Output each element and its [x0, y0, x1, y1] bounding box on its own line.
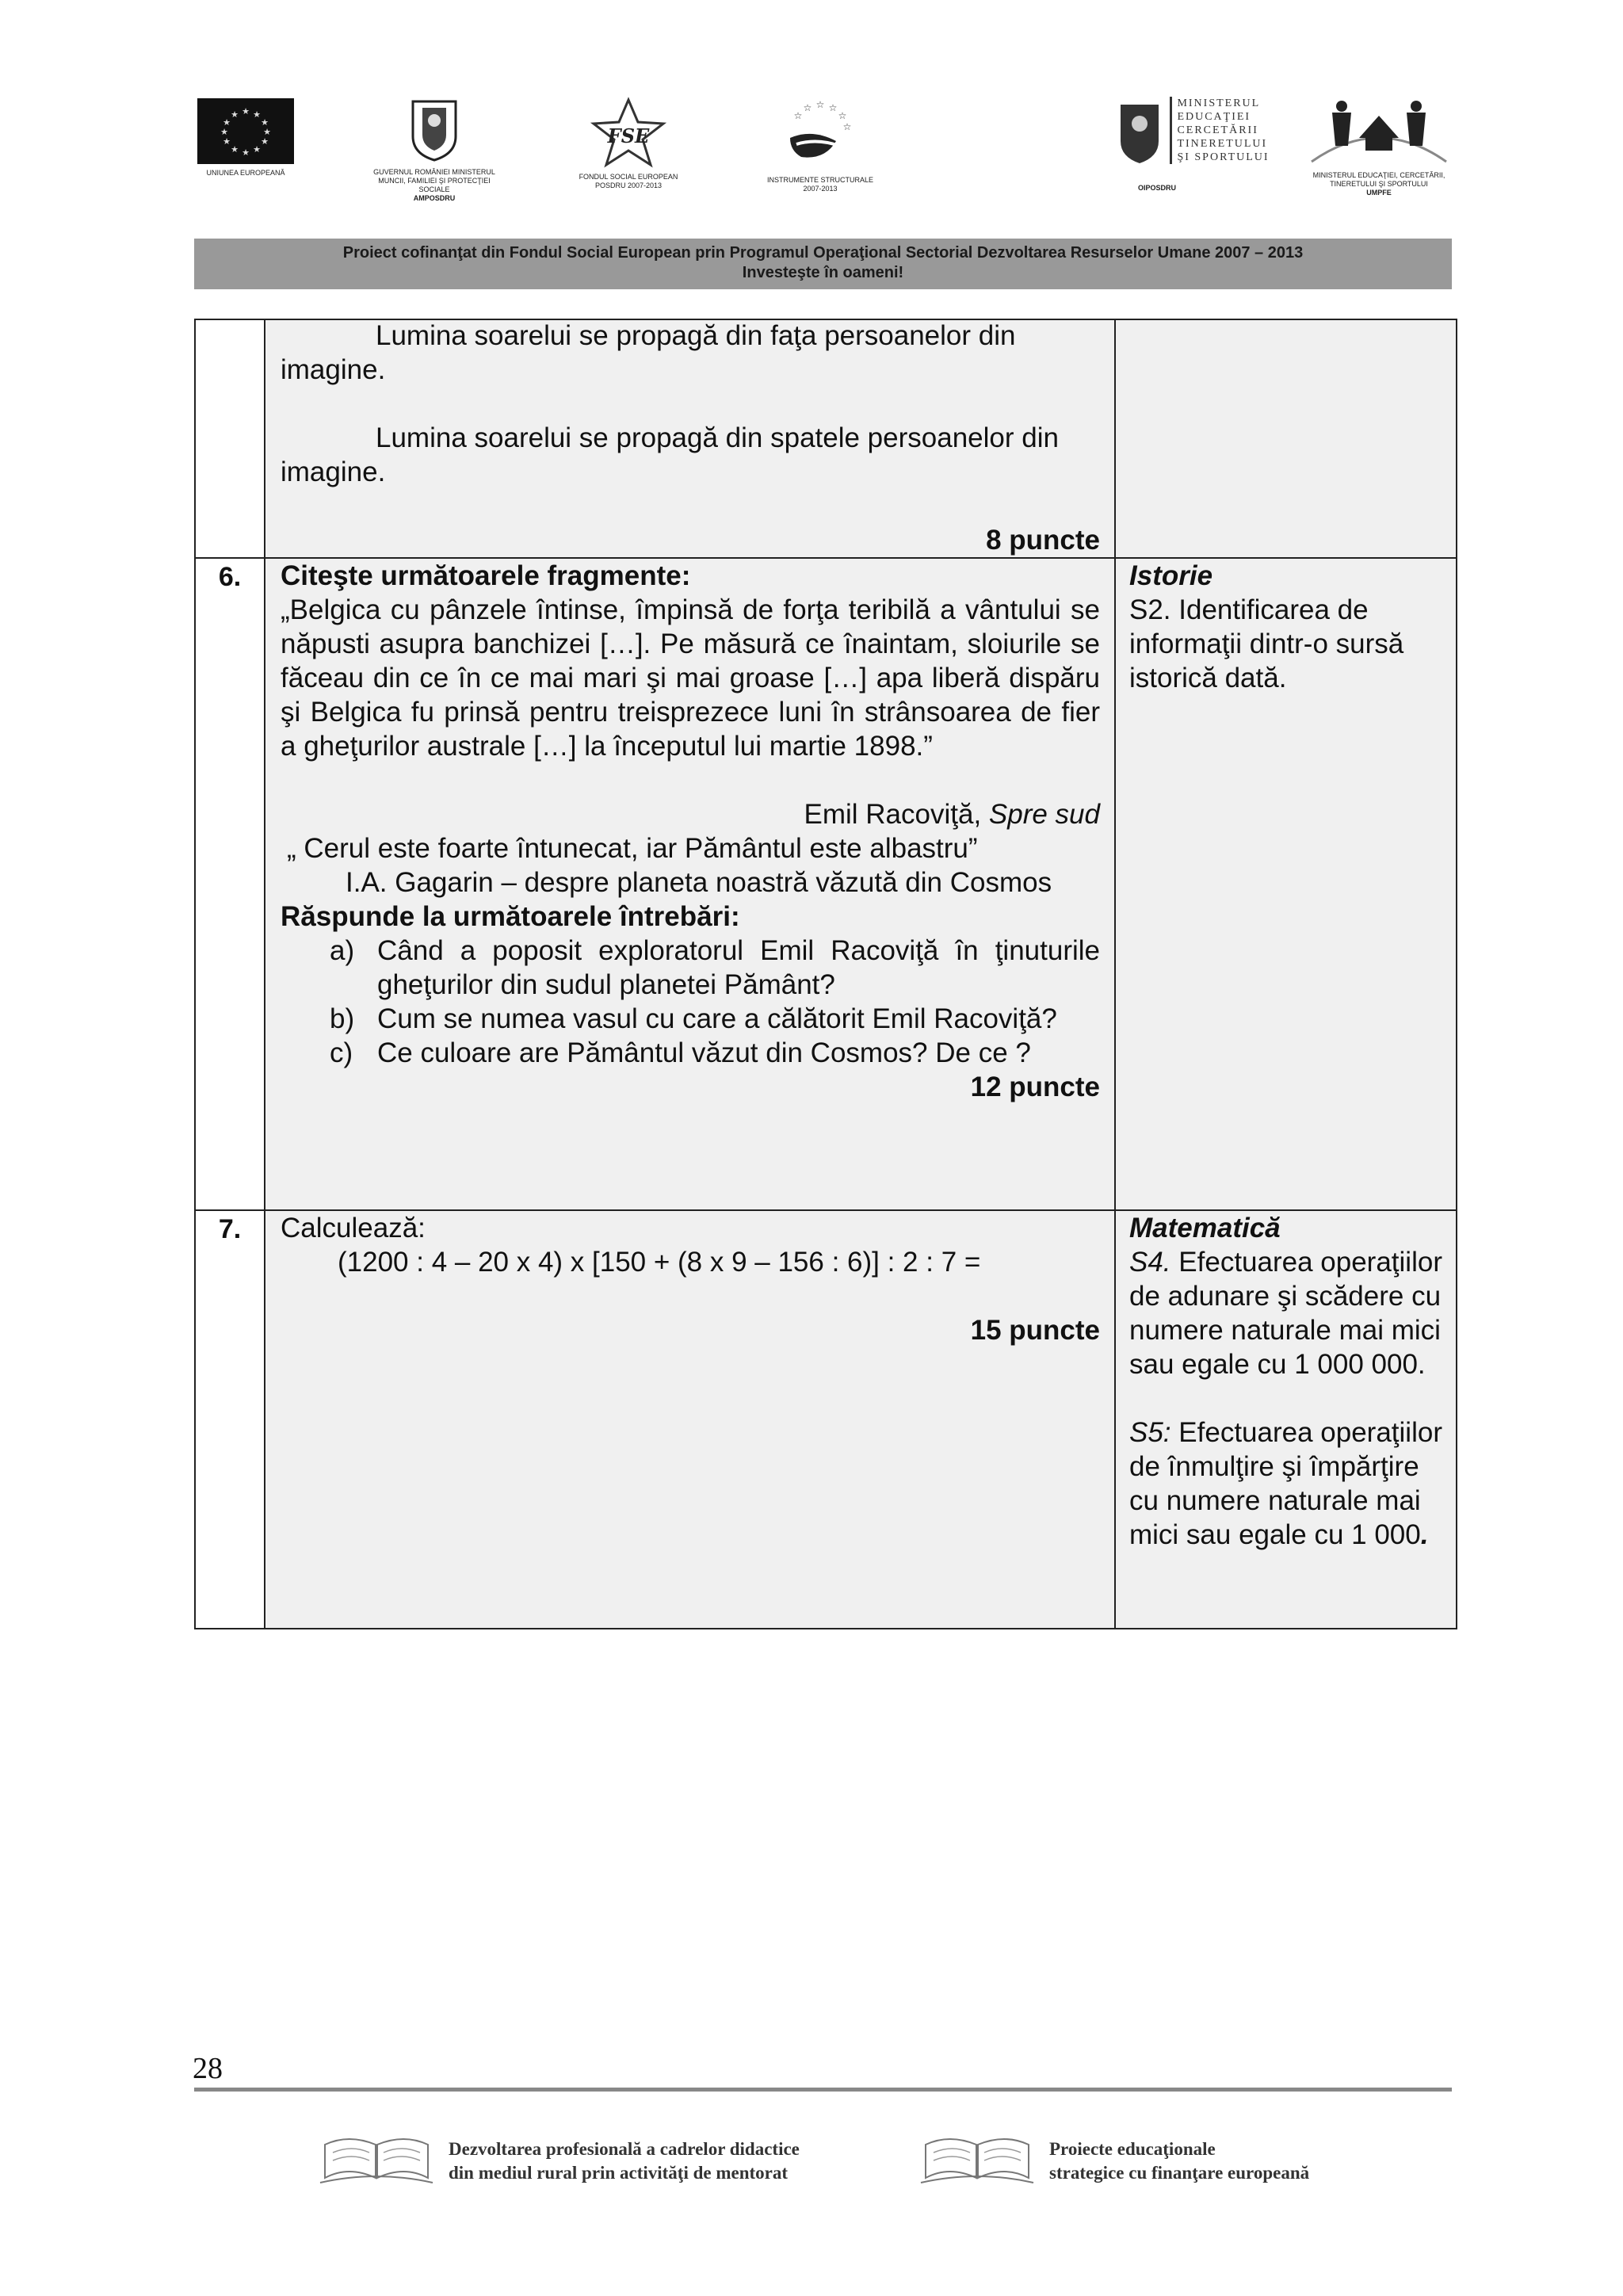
- svg-text:☆: ☆: [828, 102, 838, 113]
- svg-text:★: ★: [253, 144, 261, 155]
- fse-logo: [569, 97, 688, 190]
- project-banner: [194, 239, 1452, 289]
- footer-left-line-1: Dezvoltarea profesională a cadrelor didactice: [449, 2139, 800, 2159]
- svg-text:★: ★: [231, 109, 239, 120]
- svg-text:★: ★: [261, 117, 269, 128]
- table-row: [195, 319, 1457, 558]
- math-expression: (1200 : 4 – 20 x 4) x [150 + (8 x 9 – 156 : 6)] : 2 : 7 =: [338, 1247, 981, 1278]
- svg-text:☆: ☆: [793, 110, 803, 121]
- answer-option: Lumina soarelui se propagă din spatele persoanelor din imagine.: [281, 422, 1059, 487]
- source-quote: „Belgica cu pânzele întinse, împinsă de forţa teribilă a vântului se năpusti asupra banchizei […]. Pe măsură ce înaintam, sloiurile se făceau din ce în ce mai mari şi mai groase […] apa liberă dispăru şi Belgica fu prinsă pentru treisprezece luni în strânsoarea de fier a gheţurilor australe […] la începutul lui martie 1898.”: [281, 594, 1100, 762]
- svg-text:★: ★: [231, 144, 239, 155]
- quote-work: Spre sud: [988, 799, 1100, 830]
- svg-text:★: ★: [223, 117, 231, 128]
- ministry-line: ŞI SPORTULUI: [1177, 151, 1270, 163]
- open-book-icon: [317, 2134, 436, 2189]
- question-text: Cum se numea vasul cu care a călătorit Emil Racoviţă?: [377, 1003, 1057, 1034]
- exercise-instruction: Calculează:: [281, 1213, 426, 1244]
- structural-instruments-logo: [761, 97, 880, 193]
- page-number: 28: [193, 2052, 223, 2085]
- competence-code: S5:: [1129, 1417, 1171, 1448]
- svg-text:★: ★: [263, 127, 271, 137]
- list-item: [330, 934, 1100, 1002]
- umpfe-logo: [1300, 98, 1458, 197]
- footer-left-line-2: din mediul rural prin activităţi de mentorat: [449, 2163, 789, 2183]
- competence-s4: [1129, 1245, 1445, 1381]
- svg-text:☆: ☆: [842, 121, 852, 132]
- ministry-line: EDUCAŢIEI: [1177, 111, 1251, 123]
- exercise-cell: [265, 1210, 1115, 1629]
- svg-text:★: ★: [253, 109, 261, 120]
- exercise-cell: [265, 319, 1115, 558]
- second-quote-source: I.A. Gagarin – despre planeta noastră văzută din Cosmos: [346, 867, 1052, 898]
- competence-text: Efectuarea operaţiilor de înmulţire şi împărţire cu numere naturale mai mici sau egale cu 1 000: [1129, 1417, 1442, 1550]
- banner-line-1: Proiect cofinanţat din Fondul Social European prin Programul Operaţional Sectorial Dezvoltarea Resurselor Umane 2007 – 2013: [342, 244, 1304, 262]
- structural-instruments-caption: INSTRUMENTE STRUCTURALE 2007-2013: [766, 176, 873, 193]
- competence-text: S2. Identificarea de informaţii dintr-o sursă istorică dată.: [1129, 594, 1404, 693]
- table-row: [195, 558, 1457, 1210]
- ministry-line: MINISTERUL: [1177, 97, 1261, 109]
- question-label: a): [330, 935, 355, 966]
- ministry-wordmark: [1170, 97, 1269, 164]
- ministry-line: TINERETULUI: [1177, 138, 1268, 150]
- competence-code: S4.: [1129, 1247, 1171, 1278]
- second-quote: „ Cerul este foarte întunecat, iar Pământul este albastru”: [287, 833, 978, 864]
- question-text: Ce culoare are Pământul văzut din Cosmos? De ce ?: [377, 1037, 1031, 1068]
- umpfe-people-icon: [1304, 98, 1454, 166]
- eu-flag-icon: [197, 98, 294, 164]
- svg-text:★: ★: [223, 136, 231, 147]
- fse-star-icon: [589, 97, 668, 168]
- svg-text:☆: ☆: [838, 110, 847, 121]
- question-label: b): [330, 1003, 355, 1034]
- row-number: 7.: [195, 1210, 265, 1629]
- footer-divider: [194, 2088, 1452, 2092]
- svg-text:★: ★: [261, 136, 269, 147]
- government-logo-caption: GUVERNUL ROMÂNIEI MINISTERUL MUNCII, FAMILIEI ŞI PROTECŢIEI SOCIALE: [373, 168, 495, 193]
- footer-right: [918, 2134, 1309, 2189]
- exercise-heading: Citeşte următoarele fragmente:: [281, 560, 691, 591]
- competence-text: Efectuarea operaţiilor de adunare şi scădere cu numere naturale mai mici sau egale cu 1 000 000.: [1129, 1247, 1442, 1380]
- umpfe-caption: MINISTERUL EDUCAŢIEI, CERCETĂRII, TINERETULUI ŞI SPORTULUI: [1312, 171, 1445, 188]
- table-row: [195, 1210, 1457, 1629]
- answer-option: Lumina soarelui se propagă din faţa persoanelor din imagine.: [281, 320, 1016, 385]
- eu-logo-caption: UNIUNEA EUROPEANĂ: [206, 169, 285, 177]
- footer-right-line-2: strategice cu finanţare europeană: [1049, 2163, 1310, 2183]
- svg-text:★: ★: [242, 106, 250, 117]
- questions-heading: Răspunde la următoarele întrebări:: [281, 901, 740, 932]
- eu-logo: [194, 98, 297, 178]
- points-label: 15 puncte: [970, 1315, 1100, 1346]
- exercise-cell: [265, 558, 1115, 1210]
- svg-text:☆: ☆: [815, 99, 825, 110]
- svg-text:☆: ☆: [803, 102, 812, 113]
- open-book-icon: [918, 2134, 1037, 2189]
- question-list: [281, 934, 1100, 1070]
- question-text: Când a poposit exploratorul Emil Racoviţă în ţinuturile gheţurilor din sudul planetei Pământ?: [377, 935, 1100, 1000]
- competence-s5: [1129, 1415, 1445, 1552]
- fse-logo-caption: FONDUL SOCIAL EUROPEAN POSDRU 2007-2013: [579, 173, 678, 189]
- government-logo-acronym: AMPOSDRU: [413, 194, 456, 202]
- footer-right-line-1: Proiecte educaţionale: [1049, 2139, 1216, 2159]
- fse-mark: fse: [607, 124, 650, 147]
- svg-text:★: ★: [242, 147, 250, 158]
- svg-text:★: ★: [220, 127, 228, 137]
- points-label: 8 puncte: [986, 525, 1100, 556]
- list-item: [330, 1036, 1100, 1070]
- coat-of-arms-icon: [407, 97, 462, 163]
- list-item: [330, 1002, 1100, 1036]
- quote-attribution: [281, 797, 1100, 831]
- quote-author: Emil Racoviţă,: [804, 799, 982, 830]
- umpfe-acronym: UMPFE: [1366, 189, 1392, 197]
- row-number: 6.: [195, 558, 265, 1210]
- ministry-line: CERCETĂRII: [1177, 124, 1258, 136]
- footer-left: [317, 2134, 800, 2189]
- ministry-crest-icon: [1116, 97, 1163, 166]
- ministry-logo: [1113, 97, 1272, 192]
- competence-cell: [1115, 319, 1457, 558]
- row-number: [195, 319, 265, 558]
- subject-label: Matematică: [1129, 1213, 1281, 1244]
- competence-cell: [1115, 1210, 1457, 1629]
- government-logo: [363, 97, 506, 203]
- banner-line-2: Investeşte în oameni!: [742, 264, 904, 281]
- competence-cell: [1115, 558, 1457, 1210]
- points-label: 12 puncte: [970, 1072, 1100, 1102]
- oiposdru-label: OIPOSDRU: [1137, 184, 1176, 192]
- subject-label: Istorie: [1129, 560, 1213, 591]
- exercise-table: [194, 319, 1457, 1629]
- question-label: c): [330, 1037, 353, 1068]
- structural-instruments-icon: [781, 97, 860, 171]
- competence-end: .: [1420, 1519, 1429, 1550]
